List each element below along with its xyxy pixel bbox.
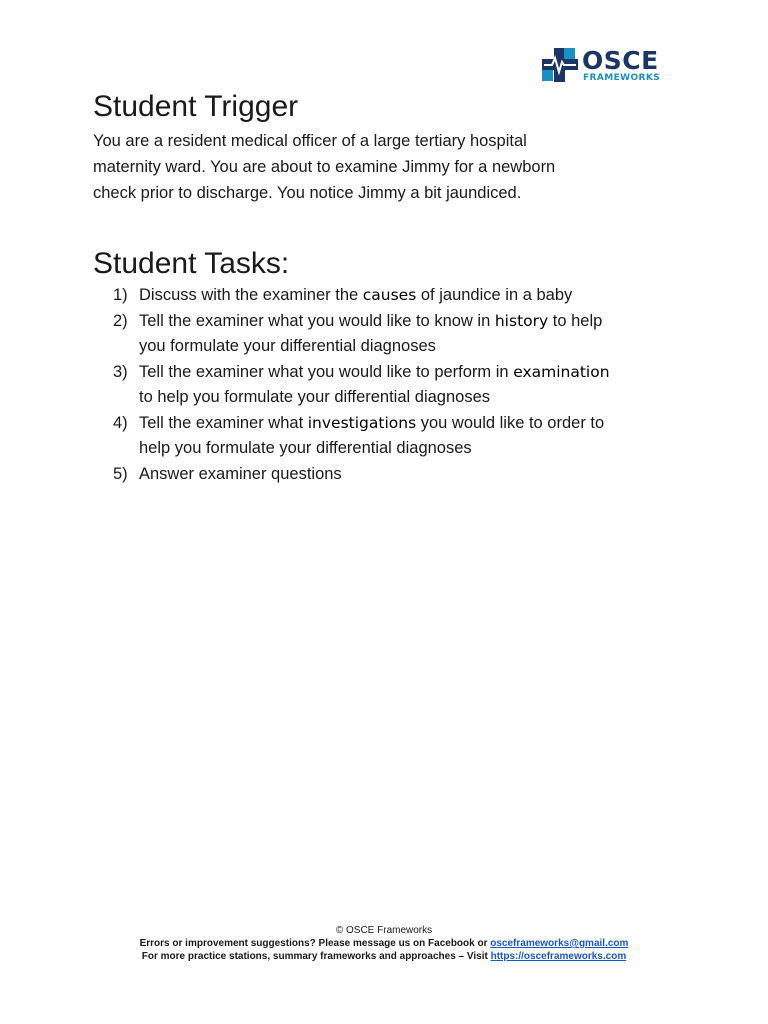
task-number: 5) (113, 464, 128, 483)
logo-title: OSCE (582, 46, 659, 75)
trigger-paragraph (93, 128, 683, 206)
logo-subtitle: FRAMEWORKS (583, 73, 661, 83)
tasks-heading: Student Tasks: (93, 247, 290, 280)
task-item (93, 283, 693, 309)
task-keyword: causes (362, 286, 417, 304)
footer-more-row (0, 950, 768, 963)
task-line (139, 309, 693, 335)
osce-frameworks-logo (540, 46, 680, 86)
task-list (93, 283, 693, 487)
task-line (139, 411, 693, 437)
task-line (139, 360, 693, 386)
trigger-heading: Student Trigger (93, 90, 299, 123)
task-line-continued: help you formulate your differential diagnoses (139, 439, 472, 457)
task-text: to help (548, 311, 603, 330)
task-line: Answer examiner questions (139, 464, 342, 483)
page-footer (0, 924, 768, 963)
task-text: Tell the examiner what you would like to perform in (139, 362, 514, 381)
task-text: Tell the examiner what (139, 413, 308, 432)
footer-email-link[interactable]: osceframeworks@gmail.com (490, 938, 629, 949)
task-text: Discuss with the examiner the (139, 286, 363, 304)
footer-website-link[interactable]: https://osceframeworks.com (490, 951, 627, 962)
trigger-line: You are a resident medical officer of a large tertiary hospital (93, 132, 527, 150)
footer-copyright: © OSCE Frameworks (335, 925, 433, 936)
task-text: Tell the examiner what you would like to know in (139, 311, 495, 330)
trigger-line: check prior to discharge. You notice Jimmy a bit jaundiced. (93, 184, 522, 202)
trigger-line: maternity ward. You are about to examine Jimmy for a newborn (93, 158, 556, 176)
task-item (93, 411, 693, 462)
task-line (139, 283, 693, 309)
task-number: 1) (113, 286, 128, 304)
task-item (93, 462, 693, 488)
task-number: 2) (113, 311, 128, 330)
task-line-continued: to help you formulate your differential diagnoses (139, 388, 490, 406)
task-item (93, 360, 693, 411)
medical-cross-icon (540, 46, 580, 84)
task-keyword: history (494, 311, 549, 330)
task-keyword: investigations (307, 413, 417, 432)
footer-errors-row (0, 937, 768, 950)
task-keyword: examination (513, 362, 610, 381)
task-item (93, 309, 693, 360)
task-text: of jaundice in a baby (416, 286, 573, 304)
task-number: 3) (113, 362, 128, 381)
footer-errors-text: Errors or improvement suggestions? Please message us on Facebook or (139, 938, 491, 949)
task-number: 4) (113, 413, 128, 432)
footer-more-text: For more practice stations, summary frameworks and approaches – Visit (141, 951, 491, 962)
task-text: you would like to order to (416, 413, 605, 432)
task-line-continued: you formulate your differential diagnoses (139, 337, 436, 355)
